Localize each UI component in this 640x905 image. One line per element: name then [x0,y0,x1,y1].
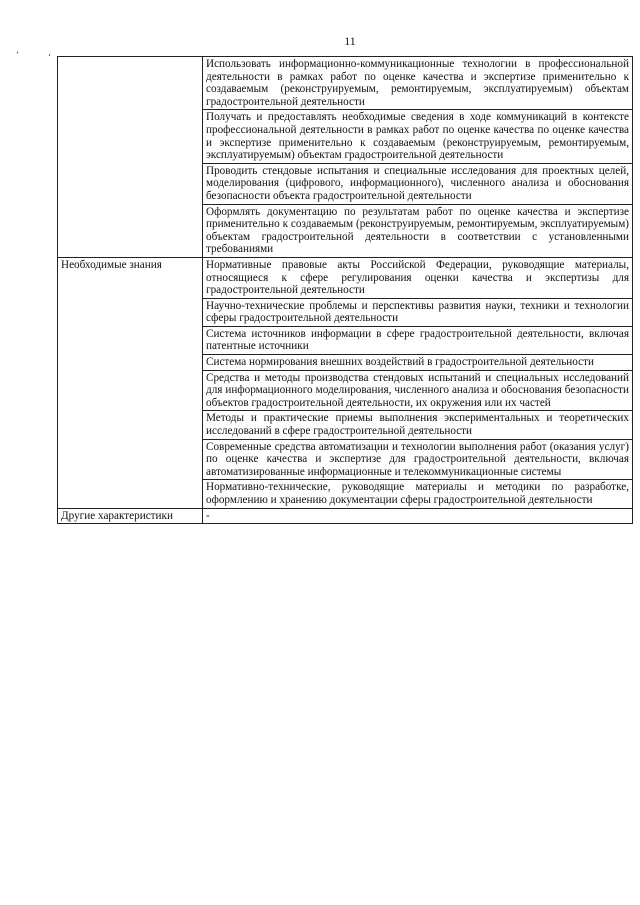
table-row [58,57,633,110]
row-label-other: Другие характеристики [58,508,203,524]
row-value: Средства и методы производства стендовых испытаний и специальных исследований для информационного моделирования, численного анализа и обоснования безопасности объектов градостроительной деятельности, их окружения или их частей [203,370,633,411]
row-value: Система источников информации в сфере градостроительной деятельности, включая патентные источники [203,326,633,354]
characteristics-table [57,56,633,524]
row-label [58,57,203,258]
row-value: Использовать информационно-коммуникационные технологии в профессиональной деятельности в рамках работ по оценке качества и экспертизе применительно к создаваемым (реконструируемым, ремонтируемым, эксплуатируемым) объектам градостроительной деятельности [203,57,633,110]
row-value: Нормативные правовые акты Российской Федерации, руководящие материалы, относящиеся к сфере регулирования оценки качества и экспертизы для градостроительной деятельности [203,257,633,298]
row-label-knowledge: Необходимые знания [58,257,203,508]
margin-mark: ‘ [48,52,51,62]
row-value: Нормативно-технические, руководящие материалы и методики по разработке, оформлению и хранению документации сферы градостроительной деятельности [203,480,633,508]
row-value: Проводить стендовые испытания и специальные исследования для проектных целей, моделирования (цифрового, информационного), численного анализа и обоснования безопасности объекта градостроительной деятельности [203,163,633,204]
row-value: - [203,508,633,524]
row-value: Получать и предоставлять необходимые сведения в ходе коммуникаций в контексте профессиональной деятельности в рамках работ по оценке качества по оценке качества и экспертизе применительно к создаваемым (реконструируемым, ремонтируемым, эксплуатируемым) объектам градостроительной деятельности [203,110,633,163]
row-value: Современные средства автоматизации и технологии выполнения работ (оказания услуг) по оценке качества и экспертизе для градостроительной деятельности, включая автоматизированные информационные и телекоммуникационные системы [203,439,633,480]
row-value: Научно-технические проблемы и перспективы развития науки, техники и технологии сферы градостроительной деятельности [203,298,633,326]
row-value: Система нормирования внешних воздействий в градостроительной деятельности [203,355,633,371]
table-row [58,257,633,298]
row-value: Оформлять документацию по результатам работ по оценке качества и экспертизе применительно к создаваемым (реконструируемым, ремонтируемым, эксплуатируемым) объектам градостроительной деятельности в соответствии с установленными требованиями [203,204,633,257]
row-value: Методы и практические приемы выполнения экспериментальных и теоретических исследований в сфере градостроительной деятельности [203,411,633,439]
page-number: 11 [344,34,356,48]
margin-mark: ’ [16,50,19,60]
table-row [58,508,633,524]
